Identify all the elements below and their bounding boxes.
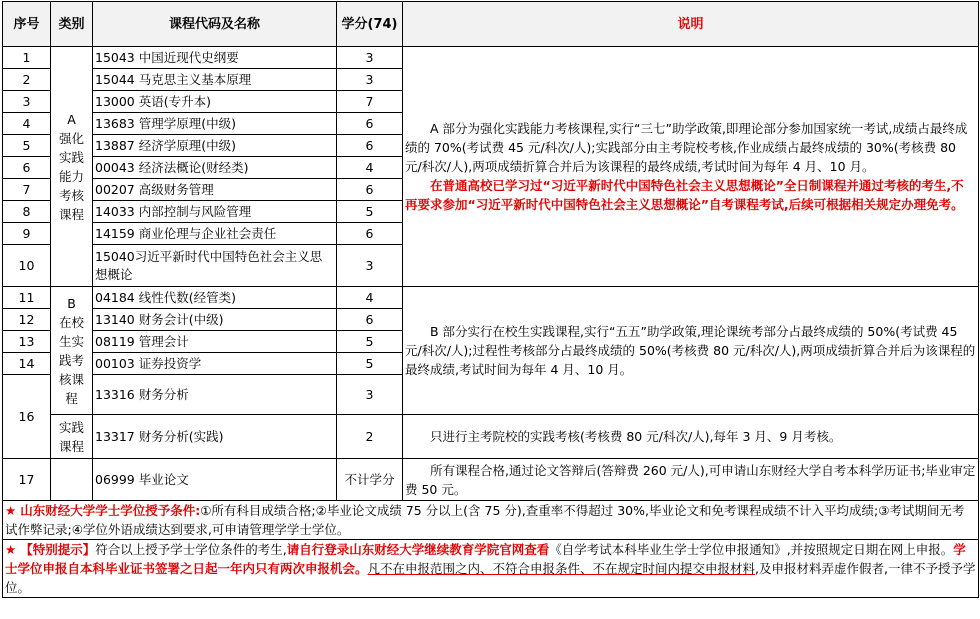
header-note: 说明 [403, 2, 979, 47]
row-course: 15040习近平新时代中国特色社会主义思想概论 [93, 245, 337, 287]
header-course: 课程代码及名称 [93, 2, 337, 47]
degree-conditions-title: 山东财经大学学士学位授予条件: [20, 503, 201, 518]
row-credit: 3 [337, 245, 403, 287]
section-b-note [403, 287, 979, 415]
star-icon: ★ [5, 503, 17, 518]
row-credit: 6 [337, 113, 403, 135]
row-seq: 10 [3, 245, 51, 287]
thesis-note-text: 所有课程合格,通过论文答辩后(答辩费 260 元/人),可申请山东财经大学自考本科学历证书;毕业审定费 50 元。 [405, 462, 976, 497]
special-notice [3, 540, 979, 598]
special-notice-text: 凡不在申报范围之内、不符合申报条件、不在规定时间内提交申报材料 [367, 561, 756, 576]
row-credit: 6 [337, 223, 403, 245]
table-row [3, 287, 979, 309]
thesis-note [403, 459, 979, 501]
row-course: 13317 财务分析(实践) [93, 415, 337, 459]
section-a-note-exemption: 在普通高校已学习过“习近平新时代中国特色社会主义思想概论”全日制课程并通过考核的考生,不再要求参加“习近平新时代中国特色社会主义思想概论”自考课程考试,后续可根据相关规定办理免考。 [405, 178, 964, 212]
category-b-label: B 在校 生实 践考 核课 程 [58, 295, 84, 406]
row-seq: 14 [3, 353, 51, 375]
row-course: 13316 财务分析 [93, 375, 337, 415]
special-notice-deadline: 学士学位申报自本科毕业证书签署之日起一年内只有两次申报机会。 [5, 542, 966, 576]
category-b [51, 287, 93, 415]
row-course: 00207 高级财务管理 [93, 179, 337, 201]
row-credit: 4 [337, 157, 403, 179]
row-course: 13000 英语(专升本) [93, 91, 337, 113]
special-notice-text: ,及申报材料弄虚作假者,一律不予授予学位。 [5, 561, 976, 595]
row-course: 15044 马克思主义基本原理 [93, 69, 337, 91]
special-notice-title: 【特别提示】 [20, 542, 96, 557]
practice-note [403, 415, 979, 459]
thesis-category [51, 459, 93, 501]
row-credit: 7 [337, 91, 403, 113]
row-seq: 12 [3, 309, 51, 331]
row-credit: 3 [337, 69, 403, 91]
row-course: 00043 经济法概论(财经类) [93, 157, 337, 179]
row-course: 04184 线性代数(经管类) [93, 287, 337, 309]
section-a-note-rules: A 部分为强化实践能力考核课程,实行“三七”助学政策,即理论部分参加国家统一考试,成绩占最终成绩的 70%(考试费 45 元/科次/人);实践部分由主考院校考核,作业成绩占最终成绩的 30%(考核费 80 元/科次/人),两项成绩折算合并后为该课程的最终成绩,考试时间为每年 4 月、10 月。 [405, 121, 968, 174]
row-credit: 4 [337, 287, 403, 309]
row-credit: 5 [337, 331, 403, 353]
row-seq: 13 [3, 331, 51, 353]
row-seq: 6 [3, 157, 51, 179]
row-course: 06999 毕业论文 [93, 459, 337, 501]
row-course: 14159 商业伦理与企业社会责任 [93, 223, 337, 245]
row-credit: 3 [337, 47, 403, 69]
degree-conditions [3, 501, 979, 540]
row-credit: 6 [337, 179, 403, 201]
special-notice-text: 《自学考试本科毕业生学士学位申报通知》,并按照规定日期在网上申报。 [549, 542, 954, 557]
row-seq: 17 [3, 459, 51, 501]
curriculum-table [2, 1, 979, 598]
row-seq: 5 [3, 135, 51, 157]
row-seq: 8 [3, 201, 51, 223]
row-credit: 6 [337, 135, 403, 157]
category-a-label: A 强化 实践 能力 考核 课程 [58, 111, 84, 222]
special-notice-website: 请自行登录山东财经大学继续教育学院官网查看 [286, 542, 550, 557]
table-row [3, 47, 979, 69]
row-seq: 3 [3, 91, 51, 113]
row-seq: 7 [3, 179, 51, 201]
section-a-note [403, 47, 979, 287]
header-row [3, 2, 979, 47]
row-seq: 1 [3, 47, 51, 69]
row-credit: 不计学分 [337, 459, 403, 501]
row-course: 13887 经济学原理(中级) [93, 135, 337, 157]
footer-notice-row [3, 540, 979, 598]
footer-degree-row [3, 501, 979, 540]
row-credit: 6 [337, 309, 403, 331]
row-course: 13140 财务会计(中级) [93, 309, 337, 331]
header-category: 类别 [51, 2, 93, 47]
category-practice [51, 415, 93, 459]
row-seq: 11 [3, 287, 51, 309]
star-icon: ★ [5, 542, 17, 557]
row-credit: 3 [337, 375, 403, 415]
row-seq: 9 [3, 223, 51, 245]
row-seq: 4 [3, 113, 51, 135]
header-credit: 学分(74) [337, 2, 403, 47]
category-practice-label: 实践 课程 [58, 419, 84, 454]
header-seq: 序号 [3, 2, 51, 47]
row-seq: 16 [3, 375, 51, 459]
row-credit: 5 [337, 201, 403, 223]
category-a [51, 47, 93, 287]
table-row [3, 415, 979, 459]
section-b-note-rules: B 部分实行在校生实践课程,实行“五五”助学政策,理论课统考部分占最终成绩的 50%(考试费 45 元/科次/人);过程性考核部分占最终成绩的 50%(考核费 80 元/科次/人),两项成绩折算合并后为该课程的最终成绩,考试时间为每年 4 月、10 月。 [405, 324, 976, 377]
row-course: 13683 管理学原理(中级) [93, 113, 337, 135]
row-course: 15043 中国近现代史纲要 [93, 47, 337, 69]
table-row [3, 459, 979, 501]
row-course: 00103 证券投资学 [93, 353, 337, 375]
row-seq: 2 [3, 69, 51, 91]
special-notice-text: 符合以上授予学士学位条件的考生, [95, 542, 287, 557]
degree-conditions-text: ①所有科目成绩合格;②毕业论文成绩 75 分以上(含 75 分),查重率不得超过 30%,毕业论文和免考课程成绩不计入平均成绩;③考试期间无考试作弊记录;④学位外语成绩达到要求,可申请管理学学士学位。 [5, 503, 965, 537]
row-credit: 2 [337, 415, 403, 459]
practice-note-text: 只进行主考院校的实践考核(考核费 80 元/科次/人),每年 3 月、9 月考核。 [430, 429, 842, 444]
row-course: 14033 内部控制与风险管理 [93, 201, 337, 223]
row-credit: 5 [337, 353, 403, 375]
row-course: 08119 管理会计 [93, 331, 337, 353]
